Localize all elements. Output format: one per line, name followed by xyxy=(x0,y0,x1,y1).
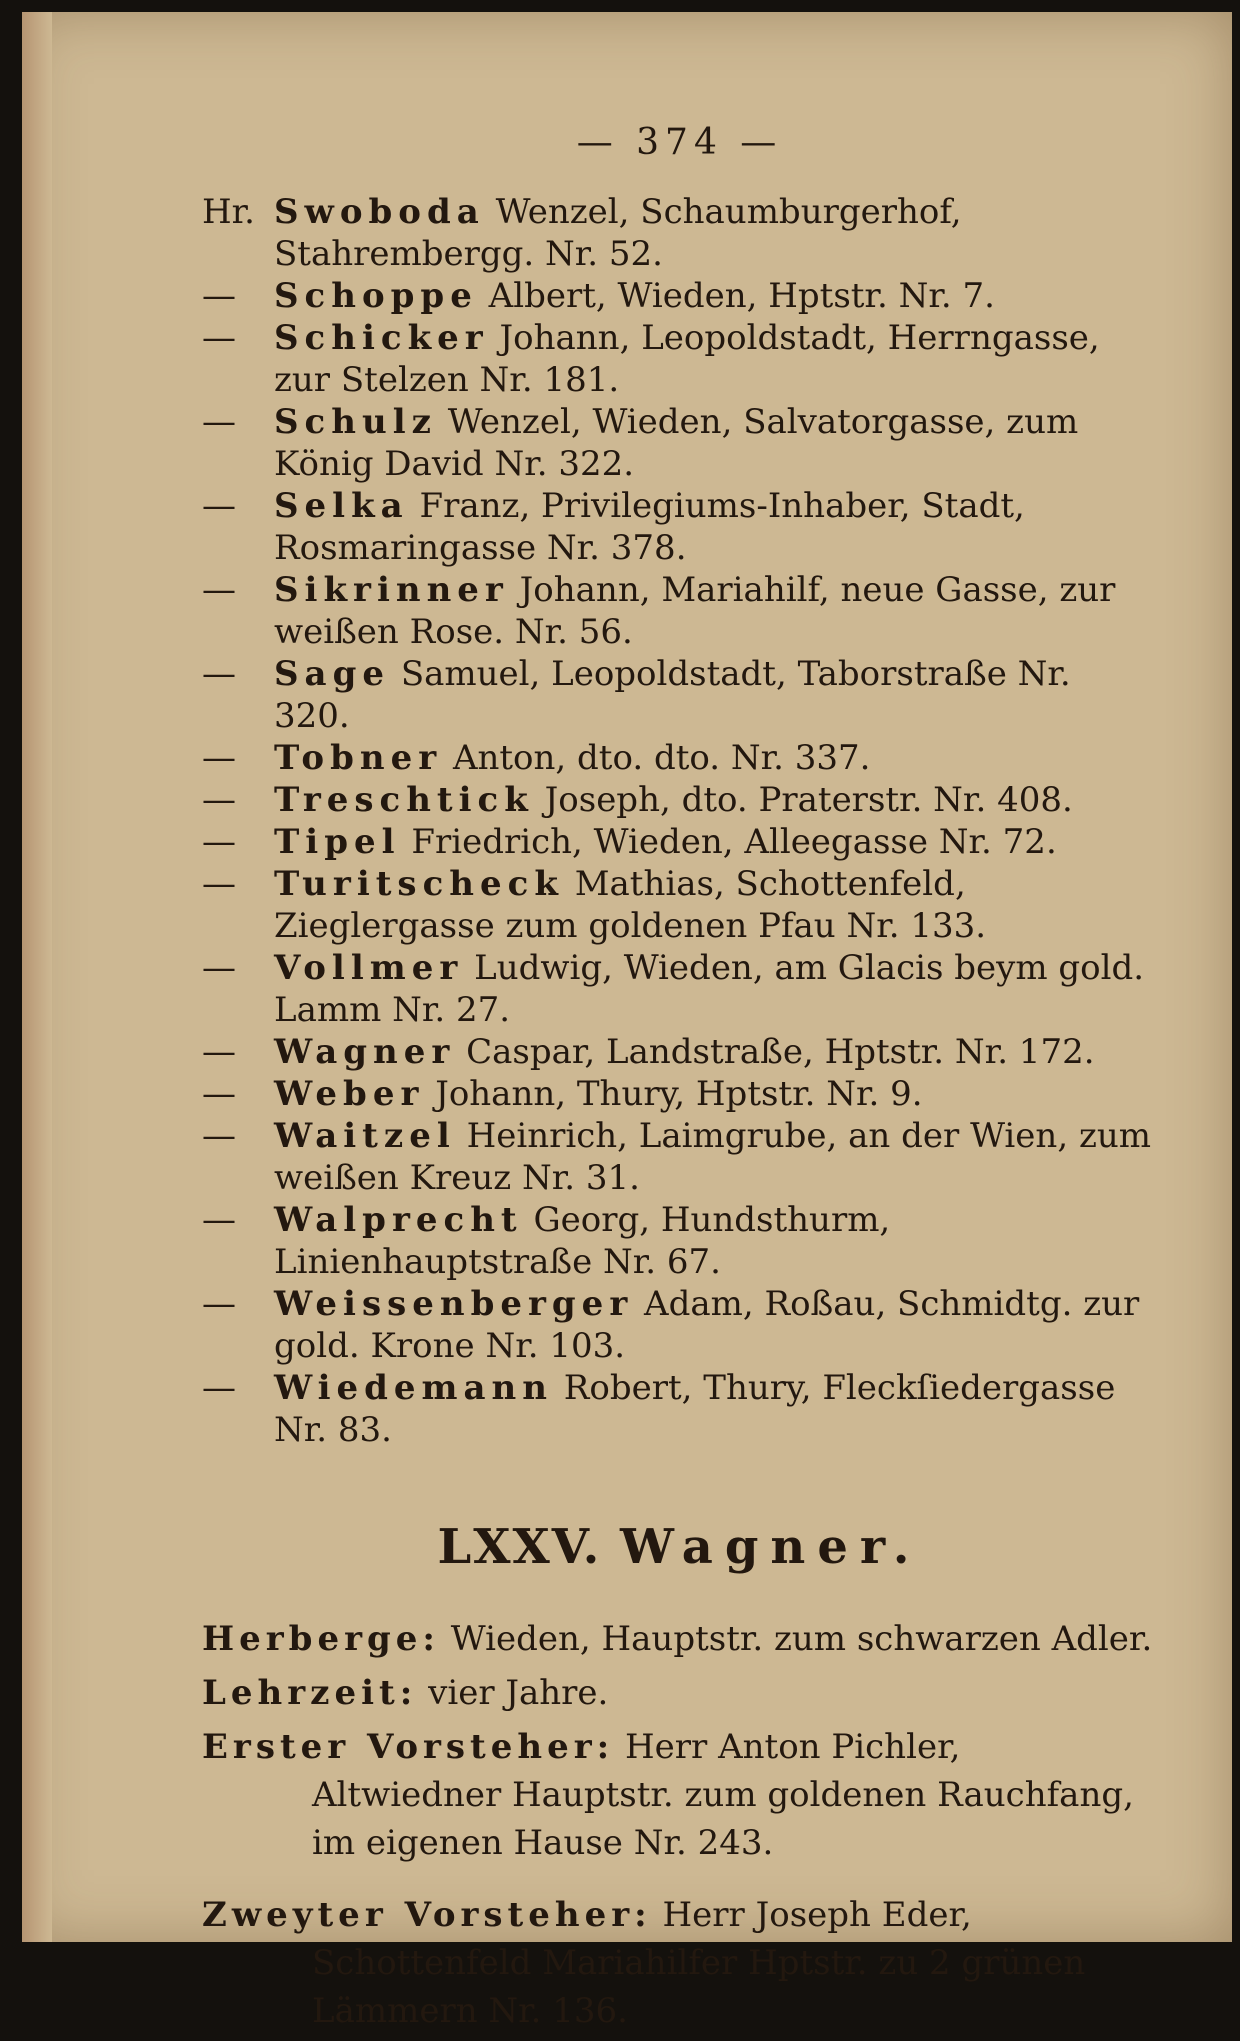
entry-surname: Schulz xyxy=(274,402,437,442)
directory-entry xyxy=(202,653,1157,737)
entry-details: Wenzel, Wieden, Salvatorgasse, zum König David Nr. 322. xyxy=(274,402,1079,484)
entry-prefix: — xyxy=(202,318,236,358)
entry-details: Heinrich, Laimgrube, an der Wien, zum weißen Kreuz Nr. 31. xyxy=(274,1116,1151,1198)
entry-prefix: — xyxy=(202,654,236,694)
entry-surname: Weissenberger xyxy=(274,1284,634,1324)
entry-details: Adam, Roßau, Schmidtg. zur gold. Krone Nr. 103. xyxy=(274,1284,1140,1366)
entry-surname: Schicker xyxy=(274,318,489,358)
page-number: — 374 — xyxy=(576,122,783,163)
info-line xyxy=(202,1891,1157,2035)
directory-entry xyxy=(202,1199,1157,1283)
entry-surname: Waitzel xyxy=(274,1116,456,1156)
directory-entry xyxy=(202,821,1157,863)
entry-prefix: — xyxy=(202,738,236,778)
directory-entry xyxy=(202,275,1157,317)
entry-details: Joseph, dto. Praterstr. Nr. 408. xyxy=(544,780,1073,820)
entry-prefix: — xyxy=(202,948,236,988)
entry-prefix: — xyxy=(202,402,236,442)
entry-surname: Tipel xyxy=(274,822,401,862)
directory-entry xyxy=(202,863,1157,947)
entry-surname: Treschtick xyxy=(274,780,534,820)
directory-entry xyxy=(202,1283,1157,1367)
directory-entry xyxy=(202,1031,1157,1073)
entry-surname: Sikrinner xyxy=(274,570,509,610)
info-line xyxy=(202,1615,1157,1663)
entry-surname: Tobner xyxy=(274,738,443,778)
entry-details: Caspar, Landstraße, Hptstr. Nr. 172. xyxy=(466,1032,1095,1072)
info-label: Herberge: xyxy=(202,1619,440,1659)
directory-entry xyxy=(202,317,1157,401)
info-label: Erster Vorsteher: xyxy=(202,1727,615,1767)
entry-details: Franz, Privilegiums-Inhaber, Stadt, Rosmaringasse Nr. 378. xyxy=(274,486,1025,568)
info-label: Lehrzeit: xyxy=(202,1673,418,1713)
entry-prefix: — xyxy=(202,864,236,904)
entry-details: Ludwig, Wieden, am Glacis beym gold. Lamm Nr. 27. xyxy=(274,948,1145,1030)
info-text: vier Jahre. xyxy=(428,1673,609,1713)
entry-surname: Sage xyxy=(274,654,390,694)
section-numeral: LXXV. xyxy=(437,1519,602,1575)
entry-prefix: — xyxy=(202,1284,236,1324)
directory-list xyxy=(202,191,1157,1451)
entry-details: Samuel, Leopoldstadt, Taborstraße Nr. 320. xyxy=(274,654,1071,736)
entry-details: Robert, Thury, Fleckſiedergasse Nr. 83. xyxy=(274,1368,1116,1450)
info-text: Wieden, Hauptstr. zum schwarzen Adler. xyxy=(450,1619,1153,1659)
entry-prefix: — xyxy=(202,276,236,316)
directory-entry xyxy=(202,1073,1157,1115)
directory-entry xyxy=(202,485,1157,569)
entry-surname: Turitscheck xyxy=(274,864,564,904)
entry-surname: Wagner xyxy=(274,1032,456,1072)
entry-prefix: — xyxy=(202,780,236,820)
entry-details: Johann, Thury, Hptstr. Nr. 9. xyxy=(435,1074,923,1114)
entry-details: Johann, Leopoldstadt, Herrngasse, zur Stelzen Nr. 181. xyxy=(274,318,1100,400)
entry-prefix: — xyxy=(202,486,236,526)
entry-prefix: — xyxy=(202,1200,236,1240)
directory-entry xyxy=(202,191,1157,275)
entry-prefix: Hr. xyxy=(202,192,255,232)
section-heading xyxy=(202,1519,1157,1575)
book-page xyxy=(22,12,1232,2031)
entry-prefix: — xyxy=(202,1032,236,1072)
entry-surname: Swoboda xyxy=(274,192,485,232)
entry-details: Mathias, Schottenfeld, Zieglergasse zum goldenen Pfau Nr. 133. xyxy=(274,864,987,946)
info-line xyxy=(202,1669,1157,1717)
directory-entry xyxy=(202,401,1157,485)
entry-surname: Wiedemann xyxy=(274,1368,553,1408)
spacer xyxy=(202,1873,1157,1891)
entry-surname: Schoppe xyxy=(274,276,478,316)
page-spine-shadow xyxy=(22,12,52,1942)
directory-entry xyxy=(202,779,1157,821)
section-title: Wagner. xyxy=(620,1519,922,1575)
directory-entry xyxy=(202,737,1157,779)
entry-surname: Walprecht xyxy=(274,1200,523,1240)
entry-surname: Weber xyxy=(274,1074,425,1114)
entry-details: Albert, Wieden, Hptstr. Nr. 7. xyxy=(488,276,995,316)
entry-details: Anton, dto. dto. Nr. 337. xyxy=(452,738,871,778)
entry-surname: Selka xyxy=(274,486,409,526)
directory-entry xyxy=(202,1115,1157,1199)
info-text: Herr Joseph Eder, Schottenfeld Mariahilfer Hptstr. zu 2 grünen Lämmern Nr. 136. xyxy=(312,1895,1086,2031)
directory-entry xyxy=(202,569,1157,653)
entry-details: Friedrich, Wieden, Alleegasse Nr. 72. xyxy=(411,822,1057,862)
page-content xyxy=(202,122,1157,2041)
entry-surname: Vollmer xyxy=(274,948,464,988)
info-label: Zweyter Vorsteher: xyxy=(202,1895,652,1935)
entry-prefix: — xyxy=(202,1368,236,1408)
entry-details: Georg, Hundsthurm, Linienhauptstraße Nr. 67. xyxy=(274,1200,891,1282)
entry-details: Wenzel, Schaumburgerhof, Stahrembergg. Nr. 52. xyxy=(274,192,962,274)
directory-entry xyxy=(202,1367,1157,1451)
entry-details: Johann, Mariahilf, neue Gasse, zur weißen Rose. Nr. 56. xyxy=(274,570,1116,652)
info-line xyxy=(202,1723,1157,1867)
info-text: Herr Anton Pichler, Altwiedner Hauptstr. zum goldenen Rauchfang, im eigenen Hause Nr. 243. xyxy=(312,1727,1134,1863)
entry-prefix: — xyxy=(202,570,236,610)
entry-prefix: — xyxy=(202,1116,236,1156)
guild-info xyxy=(202,1615,1157,2035)
entry-prefix: — xyxy=(202,822,236,862)
entry-prefix: — xyxy=(202,1074,236,1114)
directory-entry xyxy=(202,947,1157,1031)
